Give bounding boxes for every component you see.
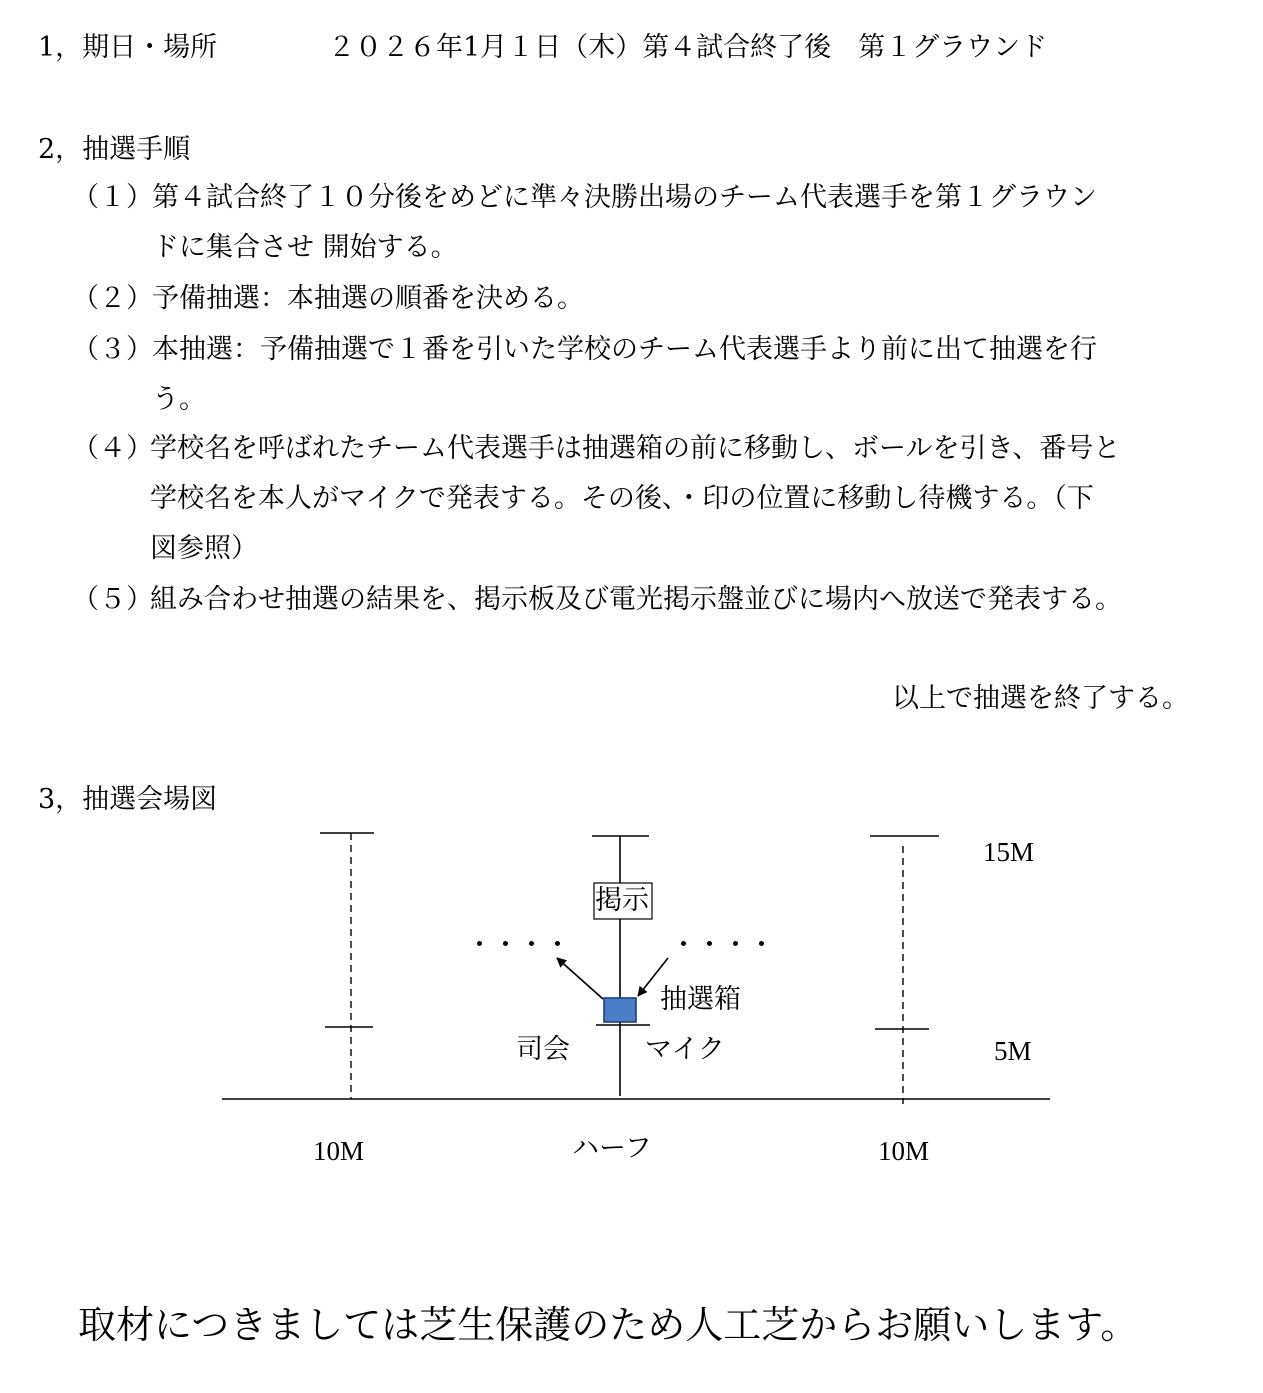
item-4-line-1: 学校名を呼ばれたチーム代表選手は抽選箱の前に移動し、ボールを引き、番号と bbox=[150, 433, 1121, 464]
item-2-line-1: 予備抽選：本抽選の順番を決める。 bbox=[152, 283, 584, 314]
item-5-number: （５） bbox=[72, 584, 153, 615]
item-1-line-2: ドに集合させ 開始する。 bbox=[152, 232, 458, 263]
item-3-line-1: 本抽選：予備抽選で１番を引いた学校のチーム代表選手より前に出て抽選を行 bbox=[152, 334, 1097, 365]
closing-statement: 以上で抽選を終了する。 bbox=[892, 683, 1189, 714]
label-5m: 5M bbox=[994, 1036, 1032, 1066]
section2-heading: 2，抽選手順 bbox=[38, 134, 191, 165]
section1-detail: ２０２６年1月１日（木）第４試合終了後 第１グラウンド bbox=[328, 32, 1048, 63]
section3-heading: 3，抽選会場図 bbox=[38, 784, 218, 815]
item-1-number: （１） bbox=[72, 182, 153, 213]
item-4-number: （４） bbox=[72, 433, 153, 464]
item-4-line-2: 学校名を本人がマイクで発表する。その後、・印の位置に移動し待機する。（下 bbox=[150, 483, 1094, 514]
venue-diagram bbox=[0, 810, 1263, 1180]
mic-label: マイク bbox=[645, 1034, 725, 1065]
label-15m: 15M bbox=[983, 837, 1035, 867]
mc-label: 司会 bbox=[516, 1034, 570, 1065]
press-notice: 取材につきましては芝生保護のため人工芝からお願いします。 bbox=[78, 1303, 1139, 1347]
item-2-number: （２） bbox=[72, 283, 153, 314]
section1-heading: 1，期日・場所 bbox=[38, 32, 218, 63]
arrow-to-left-dots bbox=[557, 958, 603, 999]
item-4-line-3: 図参照） bbox=[150, 533, 258, 564]
item-3-line-2: う。 bbox=[152, 384, 206, 415]
lottery-box-label: 抽選箱 bbox=[660, 984, 741, 1015]
waiting-dots-right: ・・・・ bbox=[670, 930, 774, 961]
item-1-line-1: 第４試合終了１０分後をめどに準々決勝出場のチーム代表選手を第１グラウン bbox=[152, 182, 1097, 213]
board-label: 掲示 bbox=[595, 885, 649, 916]
item-5-line-1: 組み合わせ抽選の結果を、掲示板及び電光掲示盤並びに場内へ放送で発表する。 bbox=[150, 584, 1122, 615]
waiting-dots-left: ・・・・ bbox=[466, 930, 570, 961]
label-half: ハーフ bbox=[572, 1133, 652, 1164]
lottery-box-marker bbox=[604, 998, 636, 1022]
label-left-10m: 10M bbox=[313, 1136, 365, 1166]
item-3-number: （３） bbox=[72, 334, 153, 365]
label-right-10m: 10M bbox=[878, 1136, 930, 1166]
